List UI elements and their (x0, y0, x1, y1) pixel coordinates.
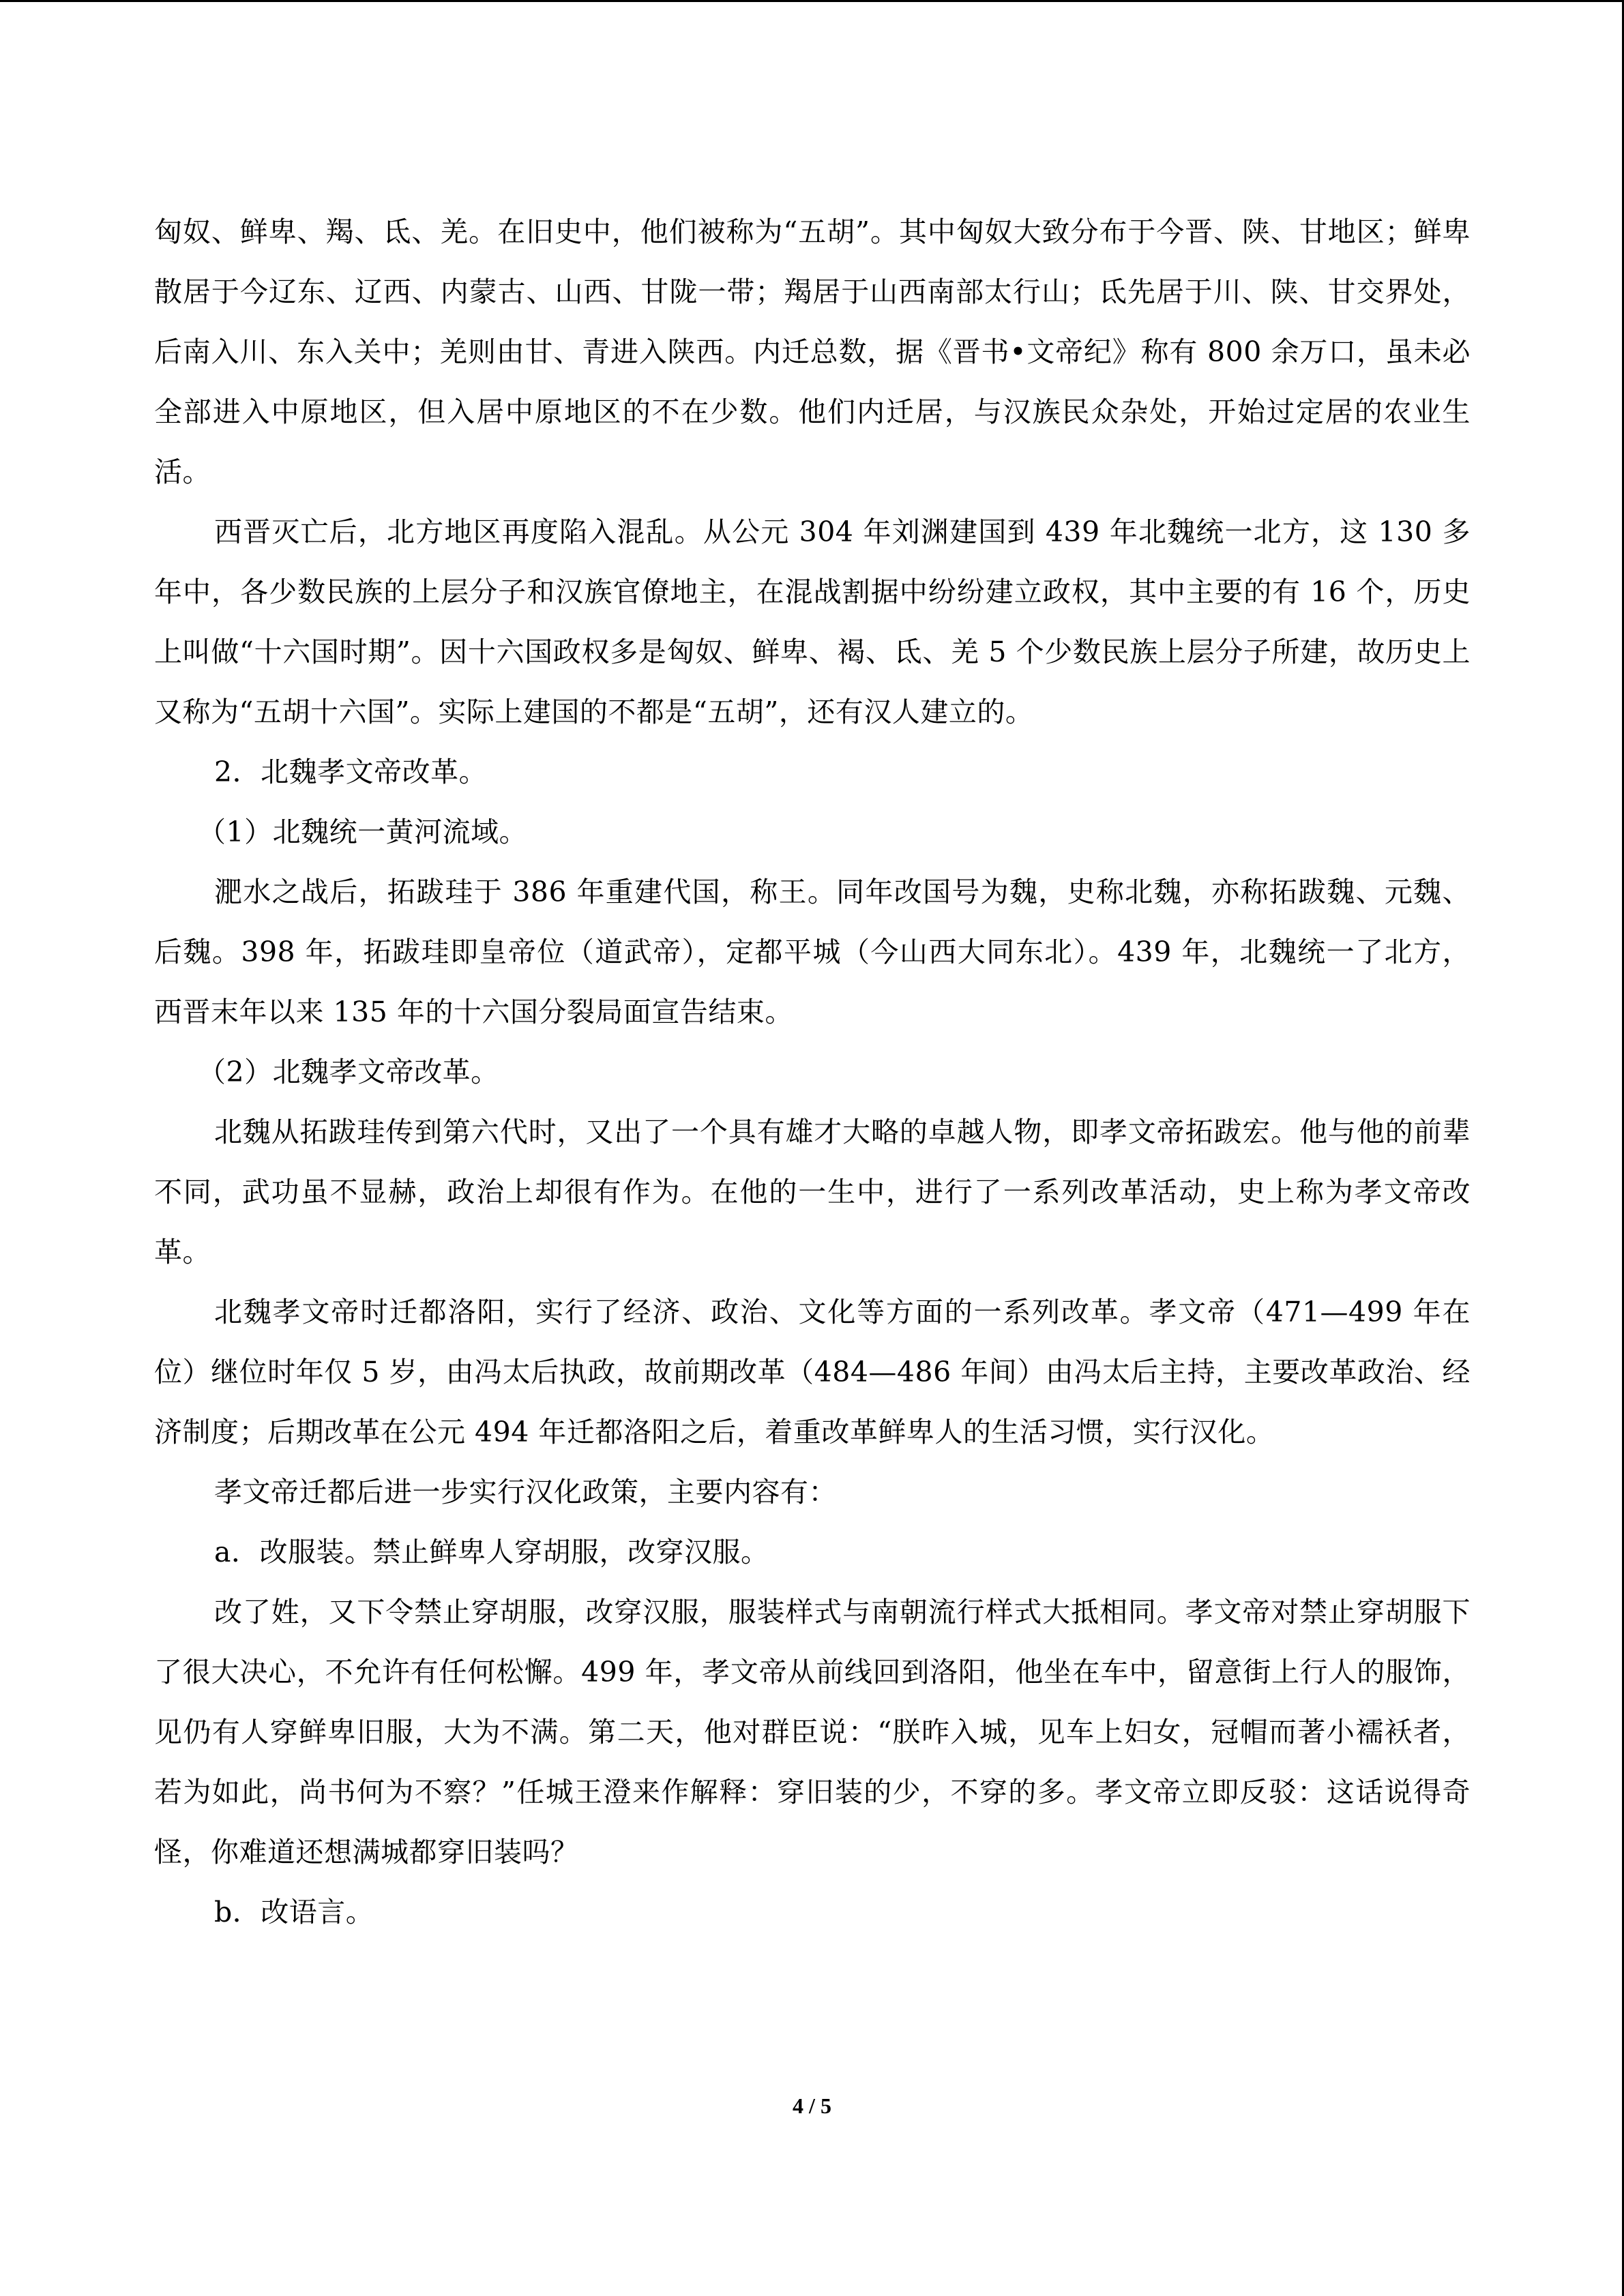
paragraph-clothing-anecdote: 改了姓，又下令禁止穿胡服，改穿汉服，服装样式与南朝流行样式大抵相同。孝文帝对禁止穿胡服下了很大决心，不允许有任何松懈。499 年，孝文帝从前线回到洛阳，他坐在车中，留意街上行人的服饰，见仍有人穿鲜卑旧服，大为不满。第二天，他对群臣说：“朕昨入城，见车上妇女，冠帽而著小襦袄者，若为如此，尚书何为不察？”任城王澄来作解释：穿旧装的少，不穿的多。孝文帝立即反驳：这话说得奇怪，你难道还想满城都穿旧装吗？ (154, 1596, 1471, 1868)
subheading-xiaowen-reform: （2）北魏孝文帝改革。 (198, 1056, 499, 1088)
document-body (154, 202, 1471, 1942)
section-heading-xiaowen-reform: 2．北魏孝文帝改革。 (214, 756, 488, 788)
paragraph-sinicization-intro: 孝文帝迁都后进一步实行汉化政策，主要内容有： (214, 1476, 837, 1508)
paragraph-sixteen-kingdoms: 西晋灭亡后，北方地区再度陷入混乱。从公元 304 年刘渊建国到 439 年北魏统一北方，这 130 多年中，各少数民族的上层分子和汉族官僚地主，在混战割据中纷纷建立政权，其中主要的有 16 个，历史上叫做“十六国时期”。因十六国政权多是匈奴、鲜卑、褐、氐、羌 5 个少数民族上层分子所建，故历史上又称为“五胡十六国”。实际上建国的不都是“五胡”，还有汉人建立的。 (154, 516, 1471, 728)
paragraph-luoyang-relocation: 北魏孝文帝时迁都洛阳，实行了经济、政治、文化等方面的一系列改革。孝文帝（471—499 年在位）继位时年仅 5 岁，由冯太后执政，故前期改革（484—486 年间）由冯太后主持，主要改革政治、经济制度；后期改革在公元 494 年迁都洛阳之后，着重改革鲜卑人的生活习惯，实行汉化。 (154, 1296, 1471, 1448)
page-number: 4 / 5 (793, 2093, 831, 2118)
paragraph-tuoba-hong: 北魏从拓跋珪传到第六代时，又出了一个具有雄才大略的卓越人物，即孝文帝拓跋宏。他与他的前辈不同，武功虽不显赫，政治上却很有作为。在他的一生中，进行了一系列改革活动，史上称为孝文帝改革。 (154, 1116, 1471, 1268)
page-top-border (0, 0, 1624, 2)
paragraph-wuhu-distribution: 匈奴、鲜卑、羯、氐、羌。在旧史中，他们被称为“五胡”。其中匈奴大致分布于今晋、陕、甘地区；鲜卑散居于今辽东、辽西、内蒙古、山西、甘陇一带；羯居于山西南部太行山；氐先居于川、陕、甘交界处，后南入川、东入关中；羌则由甘、青进入陕西。内迁总数，据《晋书•文帝纪》称有 800 余万口，虽未必全部进入中原地区，但入居中原地区的不在少数。他们内迁居，与汉族民众杂处，开始过定居的农业生活。 (154, 215, 1471, 488)
list-item-clothing: a．改服装。禁止鲜卑人穿胡服，改穿汉服。 (214, 1536, 769, 1568)
subheading-unify-yellow-river: （1）北魏统一黄河流域。 (198, 816, 528, 848)
list-item-language: b．改语言。 (214, 1896, 374, 1928)
paragraph-northern-wei-founding: 淝水之战后，拓跋珪于 386 年重建代国，称王。同年改国号为魏，史称北魏，亦称拓跋魏、元魏、后魏。398 年，拓跋珪即皇帝位（道武帝），定都平城（今山西大同东北）。439 年，北魏统一了北方，西晋末年以来 135 年的十六国分裂局面宣告结束。 (154, 876, 1471, 1028)
